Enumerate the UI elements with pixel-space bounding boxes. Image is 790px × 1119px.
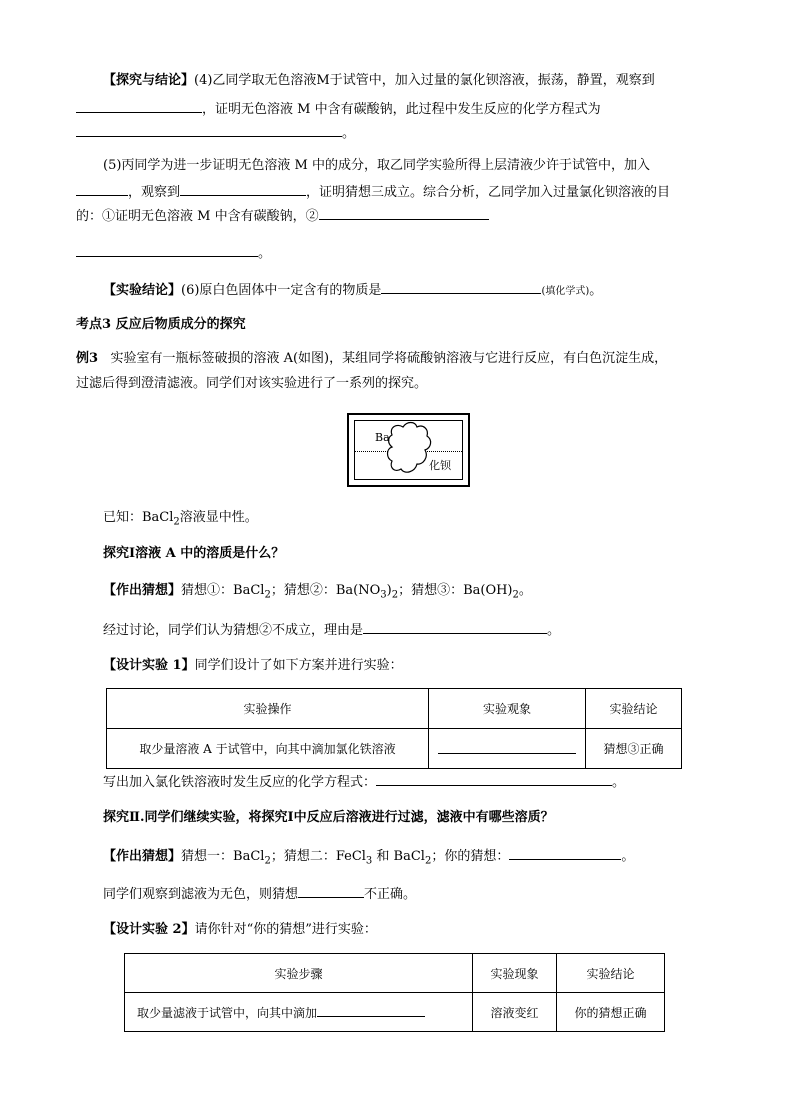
q6-line: 【实验结论】(6)原白色固体中一定含有的物质是 (填化学式)。 bbox=[103, 280, 602, 301]
hypothesis-1-line: 【作出猜想】猜想①：BaCl$_2$；猜想②：$Ba(NO_3)_2$；猜想③：$Ba(OH)_2$。 bbox=[103, 583, 532, 601]
design-2-line: 【设计实验 2】请你针对“你的猜想”进行实验： bbox=[103, 922, 377, 937]
q4-line3: 。 bbox=[76, 123, 355, 143]
answer-blank[interactable] bbox=[438, 740, 576, 754]
table-cell: 取少量溶液 A 于试管中，向其中滴加氯化铁溶液 bbox=[107, 729, 429, 769]
table-header-cell: 实验观象 bbox=[429, 689, 586, 729]
answer-blank[interactable] bbox=[180, 182, 306, 196]
answer-blank[interactable] bbox=[76, 243, 258, 257]
example-line1: 例3 实验室有一瓶标签破损的溶液 A(如图)，某组同学将硫酸钠溶液与它进行反应，有白色沉淀生成， bbox=[76, 351, 668, 366]
label-text-right: 化钡 bbox=[429, 459, 451, 472]
answer-blank[interactable] bbox=[319, 206, 489, 220]
hypothesis-2-line: 【作出猜想】猜想一：BaCl$_2$；猜想二：FeCl$_3$ 和 BaCl$_2$；你的猜想： 。 bbox=[103, 846, 634, 871]
answer-blank[interactable] bbox=[376, 772, 612, 786]
table-cell: 你的猜想正确 bbox=[557, 993, 665, 1032]
table-row bbox=[125, 993, 665, 1032]
table-header-cell: 实验操作 bbox=[107, 689, 429, 729]
table-header-row bbox=[107, 689, 682, 729]
table-cell: 取少量滤液于试管中，向其中滴加 bbox=[125, 993, 473, 1032]
answer-blank[interactable] bbox=[76, 123, 342, 137]
experiment-2-table bbox=[124, 953, 665, 1032]
table-cell: 猜想③正确 bbox=[586, 729, 682, 769]
q5-line3: 的：①证明无色溶液 M 中含有碳酸钠，② bbox=[76, 206, 489, 226]
table-cell bbox=[429, 729, 586, 769]
q4-line1: 【探究与结论】(4)乙同学取无色溶液M于试管中，加入过量的氯化钡溶液，振荡，静置，观察到 bbox=[103, 73, 655, 88]
reagent-bottle-label-figure bbox=[347, 413, 470, 487]
table-cell: 溶液变红 bbox=[473, 993, 557, 1032]
answer-blank[interactable] bbox=[76, 182, 128, 196]
answer-blank[interactable] bbox=[298, 884, 364, 898]
design-1-line: 【设计实验 1】同学们设计了如下方案并进行实验： bbox=[103, 658, 403, 673]
answer-blank[interactable] bbox=[317, 1003, 425, 1017]
answer-blank[interactable] bbox=[509, 846, 621, 860]
table-header-row bbox=[125, 954, 665, 993]
experiment-1-table bbox=[106, 688, 682, 769]
q4-line2: ，证明无色溶液 M 中含有碳酸钠，此过程中发生反应的化学方程式为 bbox=[76, 99, 601, 119]
answer-blank[interactable] bbox=[381, 280, 541, 294]
table-header-cell: 实验结论 bbox=[557, 954, 665, 993]
answer-blank[interactable] bbox=[363, 620, 547, 634]
q5-line4: 。 bbox=[76, 243, 271, 263]
table-header-cell: 实验步骤 bbox=[125, 954, 473, 993]
section-heading: 考点3 反应后物质成分的探究 bbox=[76, 317, 246, 332]
answer-blank[interactable] bbox=[76, 99, 202, 113]
table-row bbox=[107, 729, 682, 769]
torn-label-shape bbox=[349, 415, 468, 485]
discussion-line: 经过讨论，同学们认为猜想②不成立，理由是 。 bbox=[103, 620, 560, 640]
table-header-cell: 实验现象 bbox=[473, 954, 557, 993]
label-text-left: Ba bbox=[375, 431, 390, 444]
known-condition: 已知：BaCl$_2$溶液显中性。 bbox=[103, 510, 258, 528]
q5-line2: ，观察到 ，证明猜想三成立。综合分析，乙同学加入过量氯化钡溶液的目 bbox=[76, 182, 670, 202]
table-header-cell: 实验结论 bbox=[586, 689, 682, 729]
example-line2: 过滤后得到澄清滤液。同学们对该实验进行了一系列的探究。 bbox=[76, 376, 428, 391]
equation-line: 写出加入氯化铁溶液时发生反应的化学方程式： 。 bbox=[103, 772, 625, 792]
q5-line1: (5)丙同学为进一步证明无色溶液 M 中的成分，取乙同学实验所得上层清液少许于试管中，加入 bbox=[103, 158, 650, 173]
observation-line: 同学们观察到滤液为无色，则猜想 不正确。 bbox=[103, 884, 416, 904]
exploration-1-title: 探究Ⅰ溶液 A 中的溶质是什么？ bbox=[103, 546, 285, 561]
exploration-2-title: 探究Ⅱ.同学们继续实验，将探究Ⅰ中反应后溶液进行过滤，滤液中有哪些溶质？ bbox=[103, 810, 554, 825]
